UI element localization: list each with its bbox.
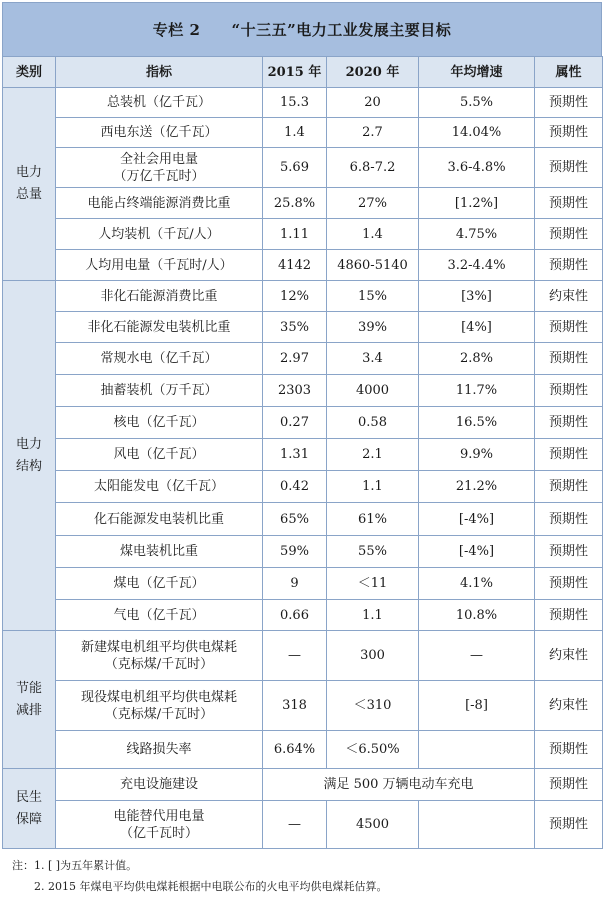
category-cell: 电力 结构: [3, 281, 56, 631]
growth-cell: 2.8%: [419, 343, 535, 375]
value-2020-cell: 0.58: [327, 407, 419, 439]
indicator-cell: 太阳能发电（亿千瓦）: [56, 471, 263, 503]
growth-cell: [-4%]: [419, 503, 535, 536]
table-row: [3, 281, 603, 312]
value-2015-cell: 2.97: [263, 343, 327, 375]
table-row: [3, 471, 603, 503]
table-row: [3, 343, 603, 375]
growth-cell: 21.2%: [419, 471, 535, 503]
growth-cell: [4%]: [419, 312, 535, 343]
value-2015-cell: 5.69: [263, 148, 327, 188]
indicator-cell: 现役煤电机组平均供电煤耗 （克标煤/千瓦时）: [56, 681, 263, 731]
value-2015-cell: 0.42: [263, 471, 327, 503]
indicator-cell: 风电（亿千瓦）: [56, 439, 263, 471]
table-row: [3, 312, 603, 343]
value-2015-cell: 1.11: [263, 219, 327, 250]
table-notes: [2, 855, 602, 897]
indicator-cell: 电能替代用电量 （亿千瓦时）: [56, 801, 263, 849]
value-2015-cell: 9: [263, 568, 327, 600]
indicator-cell: 人均用电量（千瓦时/人）: [56, 250, 263, 281]
indicator-cell: 线路损失率: [56, 731, 263, 769]
value-2020-cell: 4000: [327, 375, 419, 407]
indicator-cell: 非化石能源发电装机比重: [56, 312, 263, 343]
attribute-cell: 预期性: [535, 731, 603, 769]
growth-cell: 4.75%: [419, 219, 535, 250]
value-2020-cell: 39%: [327, 312, 419, 343]
growth-cell: 14.04%: [419, 118, 535, 148]
indicator-cell: 充电设施建设: [56, 769, 263, 801]
value-2015-cell: 35%: [263, 312, 327, 343]
attribute-cell: 预期性: [535, 503, 603, 536]
value-2015-cell: 15.3: [263, 88, 327, 118]
indicator-cell: 人均装机（千瓦/人）: [56, 219, 263, 250]
attribute-cell: 预期性: [535, 471, 603, 503]
value-2020-cell: 300: [327, 631, 419, 681]
growth-cell: 3.2-4.4%: [419, 250, 535, 281]
attribute-cell: 预期性: [535, 148, 603, 188]
value-2020-cell: 2.1: [327, 439, 419, 471]
indicator-cell: 电能占终端能源消费比重: [56, 188, 263, 219]
attribute-cell: 预期性: [535, 188, 603, 219]
growth-cell: 11.7%: [419, 375, 535, 407]
value-2020-cell: 15%: [327, 281, 419, 312]
growth-cell: [-4%]: [419, 536, 535, 568]
value-2015-cell: 4142: [263, 250, 327, 281]
growth-cell: 3.6-4.8%: [419, 148, 535, 188]
growth-cell: —: [419, 631, 535, 681]
table-row: [3, 631, 603, 681]
table-row: [3, 600, 603, 631]
value-2015-cell: —: [263, 801, 327, 849]
value-2015-cell: 65%: [263, 503, 327, 536]
indicator-cell: 抽蓄装机（万千瓦）: [56, 375, 263, 407]
indicator-cell: 煤电装机比重: [56, 536, 263, 568]
indicator-cell: 煤电（亿千瓦）: [56, 568, 263, 600]
growth-cell: [1.2%]: [419, 188, 535, 219]
value-2015-cell: 318: [263, 681, 327, 731]
header-category: 类别: [3, 57, 56, 88]
growth-cell: 4.1%: [419, 568, 535, 600]
attribute-cell: 预期性: [535, 568, 603, 600]
value-2015-cell: 1.4: [263, 118, 327, 148]
table-row: [3, 681, 603, 731]
value-2020-cell: 27%: [327, 188, 419, 219]
attribute-cell: 预期性: [535, 769, 603, 801]
attribute-cell: 预期性: [535, 375, 603, 407]
note-1: 注：1. [ ]为五年累计值。: [12, 859, 138, 872]
note-2: 2. 2015 年煤电平均供电煤耗根据中电联公布的火电平均供电煤耗估算。: [34, 880, 388, 893]
value-2015-cell: —: [263, 631, 327, 681]
attribute-cell: 预期性: [535, 801, 603, 849]
merged-value-cell: 满足 500 万辆电动车充电: [263, 769, 535, 801]
targets-table: [2, 56, 603, 849]
indicator-cell: 气电（亿千瓦）: [56, 600, 263, 631]
value-2020-cell: 55%: [327, 536, 419, 568]
indicator-cell: 常规水电（亿千瓦）: [56, 343, 263, 375]
attribute-cell: 预期性: [535, 312, 603, 343]
attribute-cell: 预期性: [535, 88, 603, 118]
indicator-cell: 全社会用电量 （万亿千瓦时）: [56, 148, 263, 188]
header-indicator: 指标: [56, 57, 263, 88]
attribute-cell: 预期性: [535, 118, 603, 148]
growth-cell: 9.9%: [419, 439, 535, 471]
value-2020-cell: ＜6.50%: [327, 731, 419, 769]
value-2020-cell: 4860-5140: [327, 250, 419, 281]
value-2020-cell: 6.8-7.2: [327, 148, 419, 188]
indicator-cell: 化石能源发电装机比重: [56, 503, 263, 536]
growth-cell: [419, 731, 535, 769]
attribute-cell: 预期性: [535, 407, 603, 439]
table-container: [2, 2, 602, 897]
category-cell: 节能 减排: [3, 631, 56, 769]
attribute-cell: 约束性: [535, 281, 603, 312]
value-2015-cell: 2303: [263, 375, 327, 407]
attribute-cell: 预期性: [535, 219, 603, 250]
indicator-cell: 新建煤电机组平均供电煤耗 （克标煤/千瓦时）: [56, 631, 263, 681]
value-2020-cell: 1.4: [327, 219, 419, 250]
attribute-cell: 预期性: [535, 600, 603, 631]
growth-cell: 5.5%: [419, 88, 535, 118]
header-2020: 2020 年: [327, 57, 419, 88]
value-2015-cell: 6.64%: [263, 731, 327, 769]
table-row: [3, 219, 603, 250]
value-2020-cell: ＜310: [327, 681, 419, 731]
category-cell: 电力 总量: [3, 88, 56, 281]
growth-cell: 10.8%: [419, 600, 535, 631]
table-row: [3, 407, 603, 439]
table-row: [3, 503, 603, 536]
value-2015-cell: 0.66: [263, 600, 327, 631]
value-2020-cell: 1.1: [327, 471, 419, 503]
table-row: [3, 568, 603, 600]
value-2020-cell: 61%: [327, 503, 419, 536]
table-row: [3, 118, 603, 148]
header-growth: 年均增速: [419, 57, 535, 88]
indicator-cell: 西电东送（亿千瓦）: [56, 118, 263, 148]
value-2020-cell: 20: [327, 88, 419, 118]
header-attribute: 属性: [535, 57, 603, 88]
table-row: [3, 375, 603, 407]
value-2020-cell: ＜11: [327, 568, 419, 600]
growth-cell: [419, 801, 535, 849]
attribute-cell: 预期性: [535, 343, 603, 375]
table-row: [3, 88, 603, 118]
category-cell: 民生 保障: [3, 769, 56, 849]
value-2015-cell: 0.27: [263, 407, 327, 439]
indicator-cell: 核电（亿千瓦）: [56, 407, 263, 439]
table-row: [3, 439, 603, 471]
table-title: 专栏 2 “十三五”电力工业发展主要目标: [2, 2, 602, 56]
growth-cell: [-8]: [419, 681, 535, 731]
table-row: [3, 731, 603, 769]
value-2020-cell: 2.7: [327, 118, 419, 148]
table-row: [3, 801, 603, 849]
value-2015-cell: 59%: [263, 536, 327, 568]
value-2015-cell: 1.31: [263, 439, 327, 471]
attribute-cell: 约束性: [535, 681, 603, 731]
attribute-cell: 约束性: [535, 631, 603, 681]
table-row: [3, 536, 603, 568]
table-row: [3, 769, 603, 801]
value-2020-cell: 1.1: [327, 600, 419, 631]
table-row: [3, 148, 603, 188]
header-2015: 2015 年: [263, 57, 327, 88]
growth-cell: [3%]: [419, 281, 535, 312]
attribute-cell: 预期性: [535, 439, 603, 471]
attribute-cell: 预期性: [535, 250, 603, 281]
table-row: [3, 188, 603, 219]
value-2015-cell: 25.8%: [263, 188, 327, 219]
value-2020-cell: 3.4: [327, 343, 419, 375]
header-row: [3, 57, 603, 88]
indicator-cell: 总装机（亿千瓦）: [56, 88, 263, 118]
value-2015-cell: 12%: [263, 281, 327, 312]
growth-cell: 16.5%: [419, 407, 535, 439]
attribute-cell: 预期性: [535, 536, 603, 568]
table-row: [3, 250, 603, 281]
indicator-cell: 非化石能源消费比重: [56, 281, 263, 312]
value-2020-cell: 4500: [327, 801, 419, 849]
table-body: [3, 88, 603, 849]
